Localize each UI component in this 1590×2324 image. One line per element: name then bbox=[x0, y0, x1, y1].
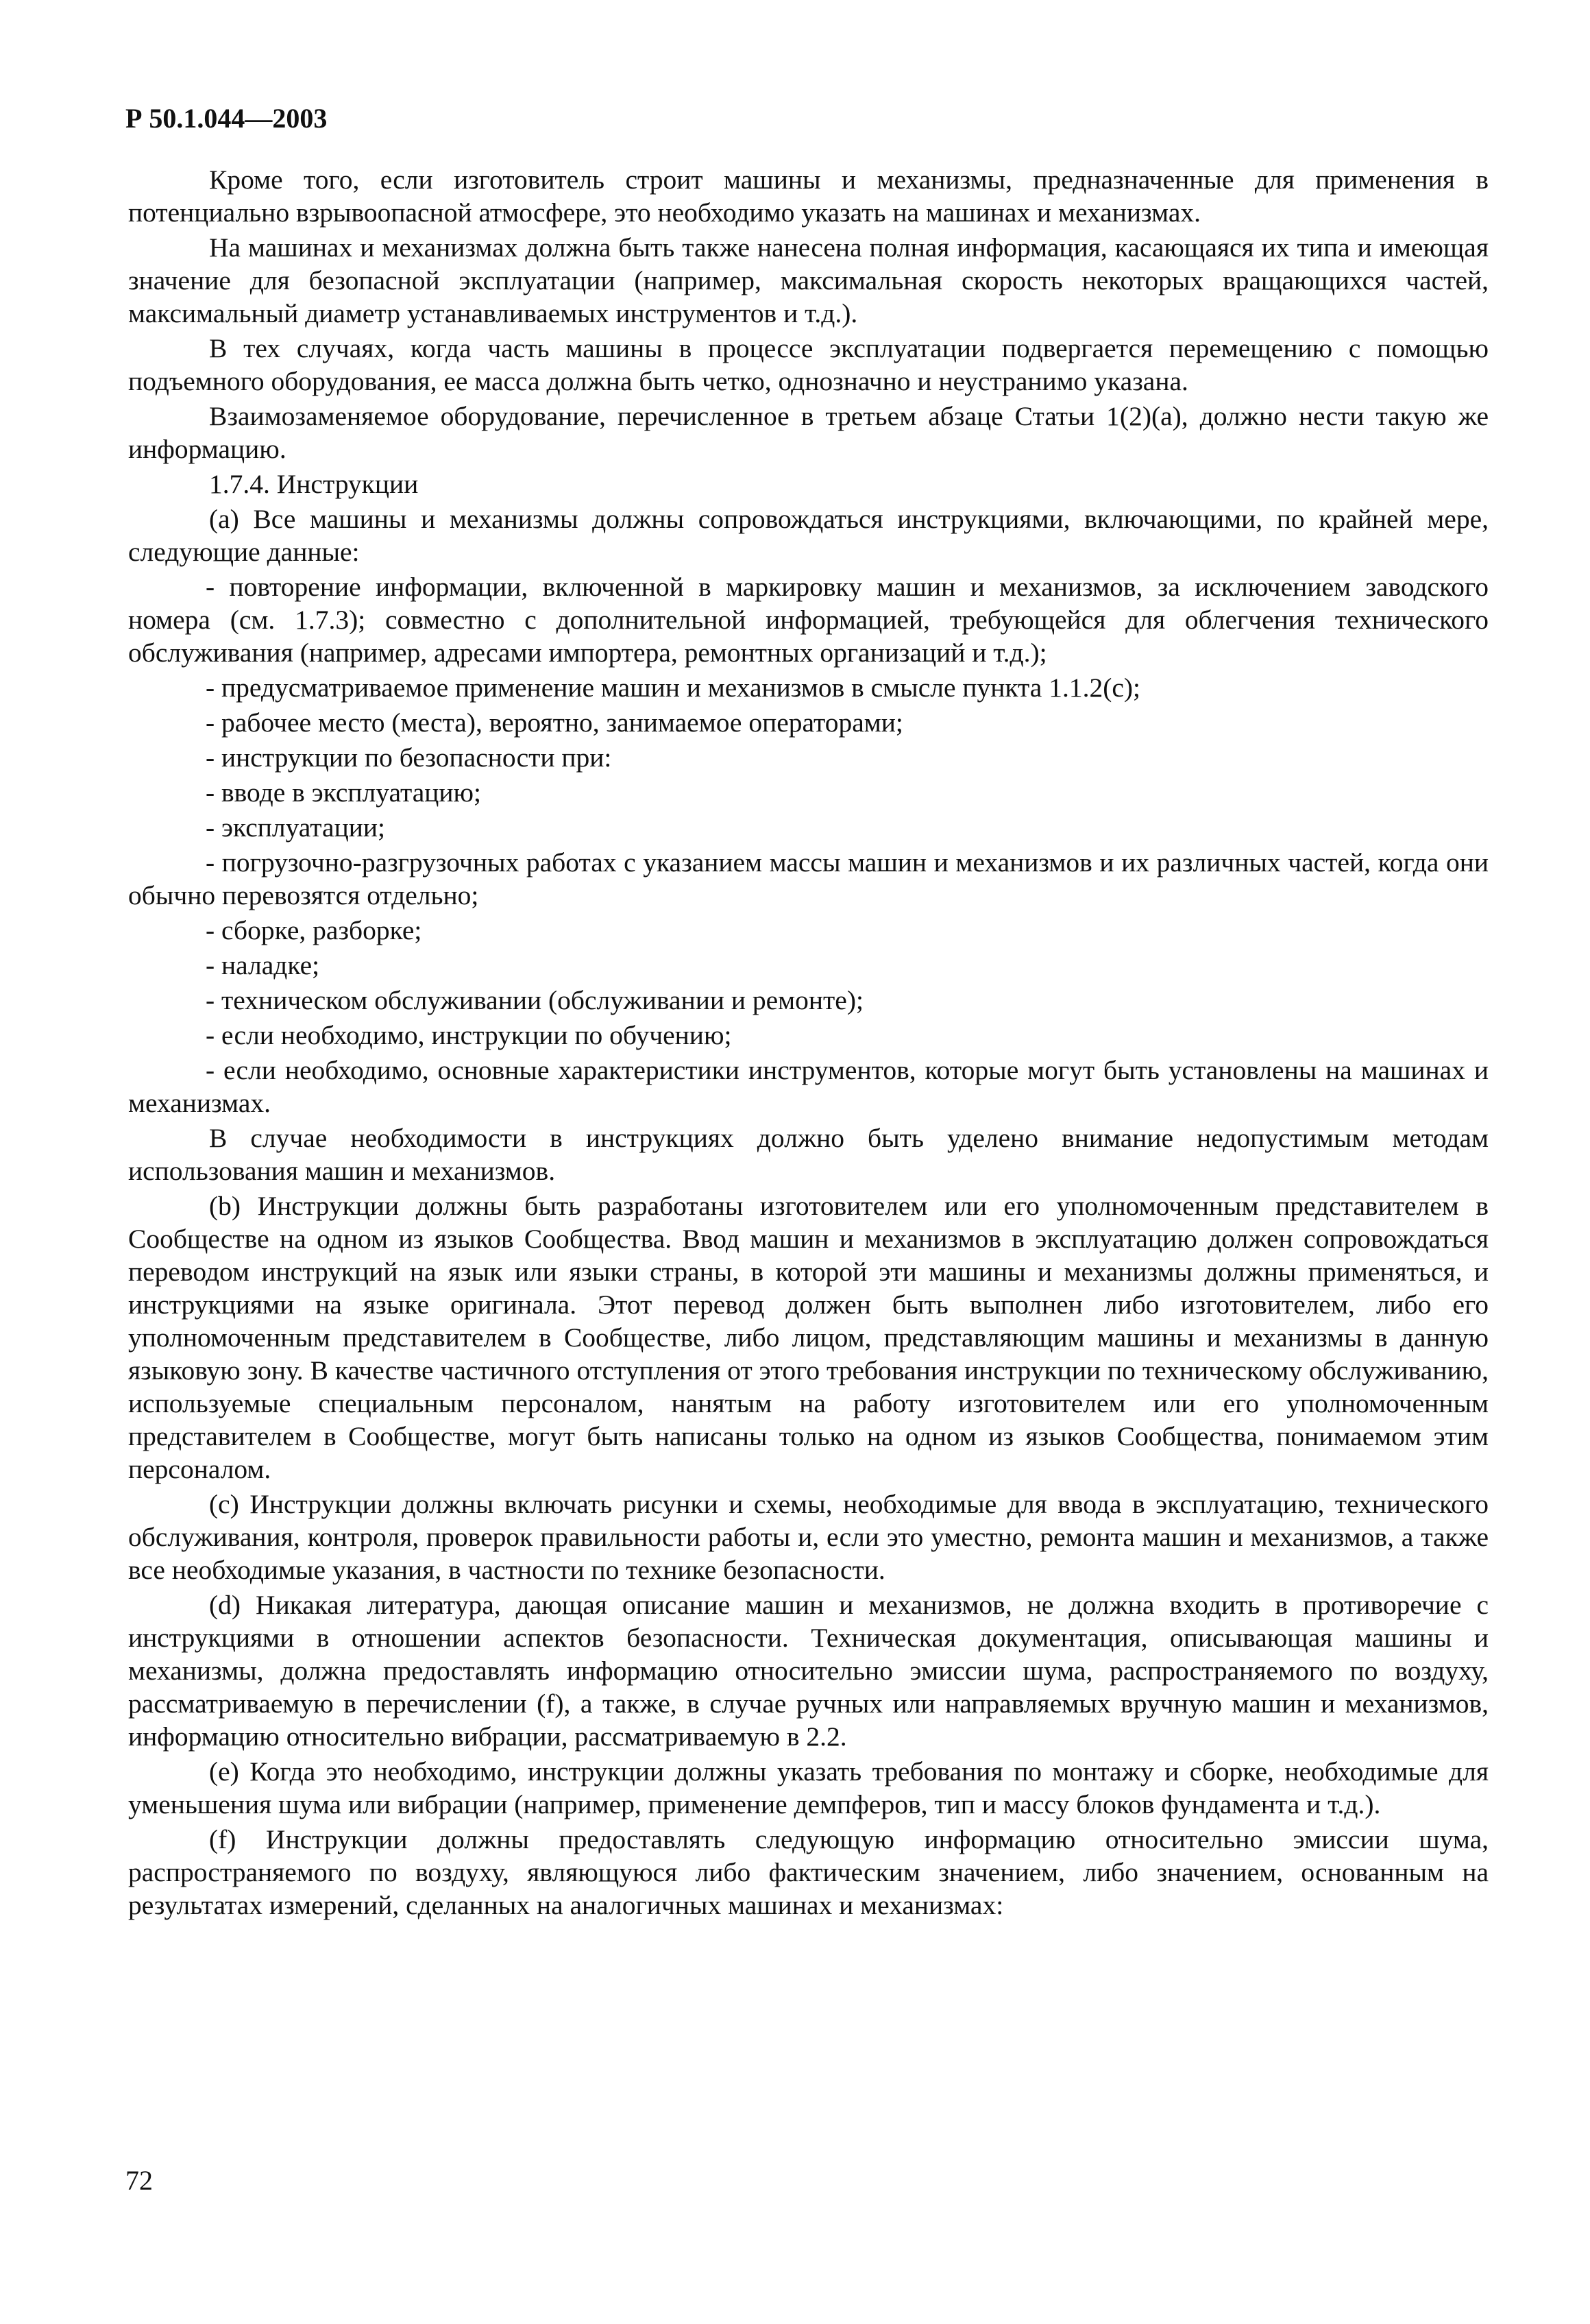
paragraph-marking-info: На машинах и механизмах должна быть также нанесена полная информация, касающаяся их типа и имеющая значение для безопасной эксплуатации (например, максимальная скорость некоторых вращающихся частей, максимальный диаметр устанавливаемых инструментов и т.д.). bbox=[128, 232, 1489, 328]
paragraph-lifting-mass: В тех случаях, когда часть машины в процессе эксплуатации подвергается перемещению с помощью подъемного оборудования, ее масса должна быть четко, однозначно и неустранимо указана. bbox=[128, 333, 1489, 396]
paragraph-c-drawings: (c) Инструкции должны включать рисунки и схемы, необходимые для ввода в эксплуатацию, технического обслуживания, контроля, проверок правильности работы и, если это уместно, ремонта машин и механизмов, а также все необходимые указания, в частности по технике безопасности. bbox=[128, 1489, 1489, 1585]
list-item: - предусматриваемое применение машин и механизмов в смысле пункта 1.1.2(c); bbox=[206, 673, 1141, 703]
paragraph-b-language: (b) Инструкции должны быть разработаны изготовителем или его уполномоченным представителем в Сообществе на одном из языков Сообщества. Ввод машин и механизмов в эксплуатацию должен сопровождаться переводом инструкций на язык или языки страны, в которой эти машины и механизмы должны применяться, и инструкциями на языке оригинала. Этот перевод должен быть выполнен либо изготовителем, либо его уполномоченным представителем в Сообществе, либо лицом, представляющим машины и механизмы в данную языковую зону. В качестве частичного отступления от этого требования инструкции по техническому обслуживанию, используемые специальным персоналом, нанятым на работу изготовителем или его уполномоченным представителем в Сообществе, могут быть написаны только на одном из языков Сообщества, понимаемом этим персоналом. bbox=[128, 1191, 1489, 1484]
list-item: - сборке, разборке; bbox=[206, 915, 422, 945]
paragraph-a-instructions: (а) Все машины и механизмы должны сопровождаться инструкциями, включающими, по крайней мере, следующие данные: bbox=[128, 504, 1489, 567]
page-number: 72 bbox=[125, 2165, 153, 2196]
list-item: - техническом обслуживании (обслуживании и ремонте); bbox=[206, 985, 864, 1015]
paragraph-explosive-atmosphere: Кроме того, если изготовитель строит машины и механизмы, предназначенные для применения в потенциально взрывоопасной атмосфере, это необходимо указать на машинах и механизмах. bbox=[128, 165, 1489, 228]
document-body bbox=[128, 163, 1489, 1924]
paragraph-d-literature: (d) Никакая литература, дающая описание машин и механизмов, не должна входить в противоречие с инструкциями в отношении аспектов безопасности. Техническая документация, описывающая машины и механизмы, должна предоставлять информацию относительно эмиссии шума, распространяемого по воздуху, рассматриваемую в перечислении (f), а также, в случае ручных или направляемых вручную машин и механизмов, информацию относительно вибрации, рассматриваемую в 2.2. bbox=[128, 1590, 1489, 1752]
paragraph-interchangeable-equipment: Взаимозаменяемое оборудование, перечисленное в третьем абзаце Статьи 1(2)(а), должно нести такую же информацию. bbox=[128, 401, 1489, 464]
paragraph-e-installation: (e) Когда это необходимо, инструкции должны указать требования по монтажу и сборке, необходимые для уменьшения шума или вибрации (например, применение демпферов, тип и массу блоков фундамента и т.д.). bbox=[128, 1756, 1489, 1819]
list-item: - если необходимо, инструкции по обучению; bbox=[206, 1020, 732, 1050]
list-item: - рабочее место (места), вероятно, занимаемое операторами; bbox=[206, 707, 903, 738]
list-item: - если необходимо, основные характеристики инструментов, которые могут быть установлены на машинах и механизмах. bbox=[128, 1055, 1489, 1118]
paragraph-misuse-warning: В случае необходимости в инструкциях должно быть уделено внимание недопустимым методам использования машин и механизмов. bbox=[128, 1123, 1489, 1186]
list-item: - эксплуатации; bbox=[206, 812, 385, 843]
list-item: - наладке; bbox=[206, 950, 320, 980]
list-item: - погрузочно-разгрузочных работах с указанием массы машин и механизмов и их различных частей, когда они обычно перевозятся отдельно; bbox=[128, 847, 1489, 910]
list-item: - вводе в эксплуатацию; bbox=[206, 777, 482, 808]
document-code-header: Р 50.1.044—2003 bbox=[125, 103, 328, 134]
list-item: - повторение информации, включенной в маркировку машин и механизмов, за исключением заводского номера (см. 1.7.3); совместно с дополнительной информацией, требующейся для облегчения технического обслуживания (например, адресами импортера, ремонтных организаций и т.д.); bbox=[128, 572, 1489, 668]
section-heading-instructions: 1.7.4. Инструкции bbox=[209, 469, 419, 499]
paragraph-f-noise: (f) Инструкции должны предоставлять следующую информацию относительно эмиссии шума, распространяемого по воздуху, являющуюся либо фактическим значением, либо значением, основанным на результатах измерений, сделанных на аналогичных машинах и механизмах: bbox=[128, 1824, 1489, 1920]
list-item: - инструкции по безопасности при: bbox=[206, 742, 612, 773]
